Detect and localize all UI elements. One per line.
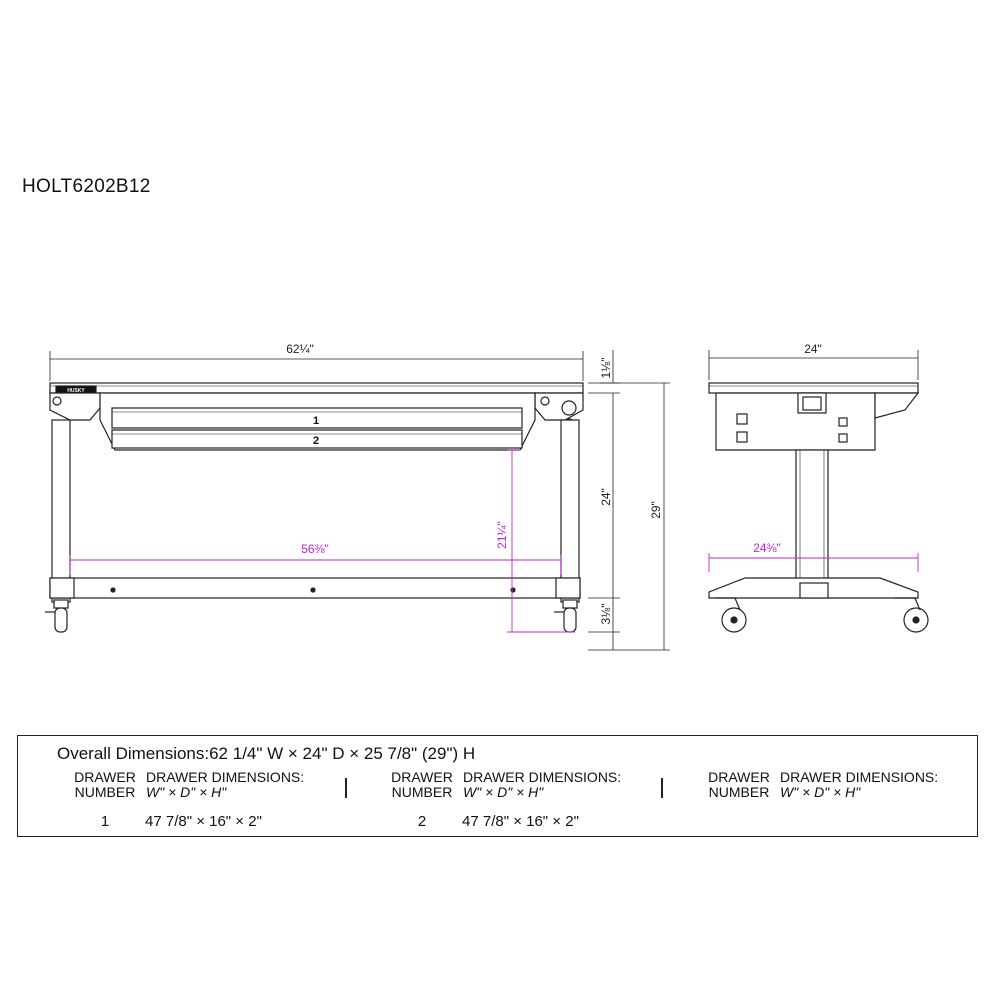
drawer-number-2: 2 (417, 813, 427, 830)
header-number-line2: NUMBER (708, 784, 770, 800)
front-view (45, 350, 670, 650)
side-base-depth-label: 24⅜" (753, 541, 781, 555)
specifications-table (17, 735, 978, 837)
side-left-wheel-icon (715, 598, 746, 632)
header-number-line1: DRAWER (708, 769, 770, 785)
left-leg (52, 420, 70, 602)
header-dims-line1: DRAWER DIMENSIONS: (780, 769, 939, 785)
overall-dimensions: Overall Dimensions:62 1/4" W × 24" D × 25 7/8" (29") H (57, 744, 476, 763)
leg-height-label: 24" (599, 488, 613, 506)
side-depth-label: 24" (804, 342, 822, 356)
right-caster-icon (554, 600, 577, 632)
top-thickness-label: 1⅛" (599, 357, 613, 379)
header-dims-line2: W" × D" × H" (146, 784, 227, 800)
bottom-crossbar (50, 578, 580, 598)
header-dims-line2: W" × D" × H" (463, 784, 544, 800)
side-worktop (709, 383, 918, 393)
drawer-1-label: 1 (312, 415, 320, 427)
worktop (50, 383, 583, 393)
header-number-line1: DRAWER (74, 769, 136, 785)
header-number-line1: DRAWER (391, 769, 453, 785)
power-outlet-icon (562, 401, 576, 415)
overall-width-label: 62¼" (286, 342, 314, 356)
column-divider (345, 778, 347, 798)
inner-height-label: 21¼" (495, 521, 509, 549)
side-column (796, 450, 828, 580)
overall-width-dimension (50, 351, 583, 381)
drawer-dims-2: 47 7/8" × 16" × 2" (462, 813, 579, 830)
drawer-number-header (70, 770, 140, 800)
drawer-2-label: 2 (312, 435, 320, 447)
brand-badge-text: HUSKY (67, 388, 85, 394)
header-number-line2: NUMBER (74, 784, 136, 800)
drawer-dims-header (146, 770, 304, 800)
drawer-number-1: 1 (100, 813, 110, 830)
drawer-dims-header (780, 770, 938, 800)
header-dims-line1: DRAWER DIMENSIONS: (463, 769, 622, 785)
header-dims-line2: W" × D" × H" (780, 784, 861, 800)
drawer-number-header (704, 770, 774, 800)
column-divider (661, 778, 663, 798)
drawer-number-header (387, 770, 457, 800)
left-caster-icon (45, 600, 68, 632)
header-dims-line1: DRAWER DIMENSIONS: (146, 769, 305, 785)
drawer-dims-1: 47 7/8" × 16" × 2" (145, 813, 262, 830)
side-right-wheel-icon (895, 598, 928, 632)
header-number-line2: NUMBER (391, 784, 453, 800)
caster-offset-label: 3⅛" (599, 603, 613, 625)
model-number: HOLT6202B12 (22, 176, 151, 197)
inner-width-label: 56⅜" (301, 542, 329, 556)
side-view (709, 350, 928, 632)
drawer-dims-header (463, 770, 621, 800)
overall-height-label: 29" (649, 501, 663, 519)
right-leg (561, 420, 579, 602)
